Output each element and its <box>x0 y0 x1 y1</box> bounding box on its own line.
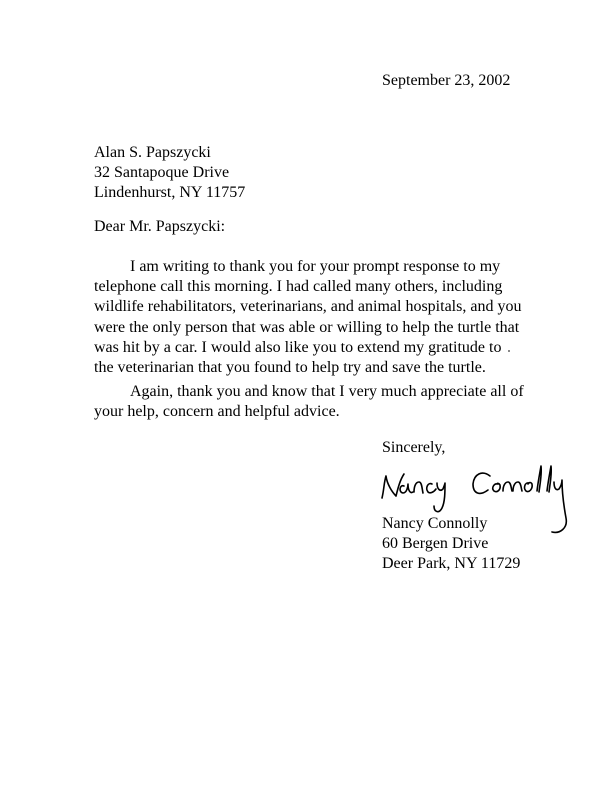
paper-speck <box>508 350 510 352</box>
paragraph1-line: the veterinarian that you found to help try and save the turtle. <box>94 359 486 376</box>
paragraph2-line: your help, concern and helpful advice. <box>94 403 340 420</box>
sender-city-state-zip: Deer Park, NY 11729 <box>382 555 521 572</box>
paragraph1-line: wildlife rehabilitators, veterinarians, and animal hospitals, and you <box>94 298 522 315</box>
paragraph1-line: I am writing to thank you for your prompt response to my <box>130 258 501 275</box>
paragraph1-line: were the only person that was able or willing to help the turtle that <box>94 319 520 336</box>
sender-name: Nancy Connolly <box>382 515 488 532</box>
closing: Sincerely, <box>382 439 446 456</box>
salutation: Dear Mr. Papszycki: <box>94 218 226 235</box>
paragraph1-line: was hit by a car. I would also like you to extend my gratitude to <box>94 339 502 356</box>
paragraph2-line: Again, thank you and know that I very much appreciate all of <box>130 383 524 400</box>
sender-street: 60 Bergen Drive <box>382 535 489 552</box>
paragraph1-line: telephone call this morning. I had called many others, including <box>94 278 503 295</box>
recipient-street: 32 Santapoque Drive <box>94 164 230 181</box>
letter-date: September 23, 2002 <box>382 72 511 89</box>
recipient-name: Alan S. Papszycki <box>94 144 211 161</box>
recipient-city-state-zip: Lindenhurst, NY 11757 <box>94 184 246 201</box>
